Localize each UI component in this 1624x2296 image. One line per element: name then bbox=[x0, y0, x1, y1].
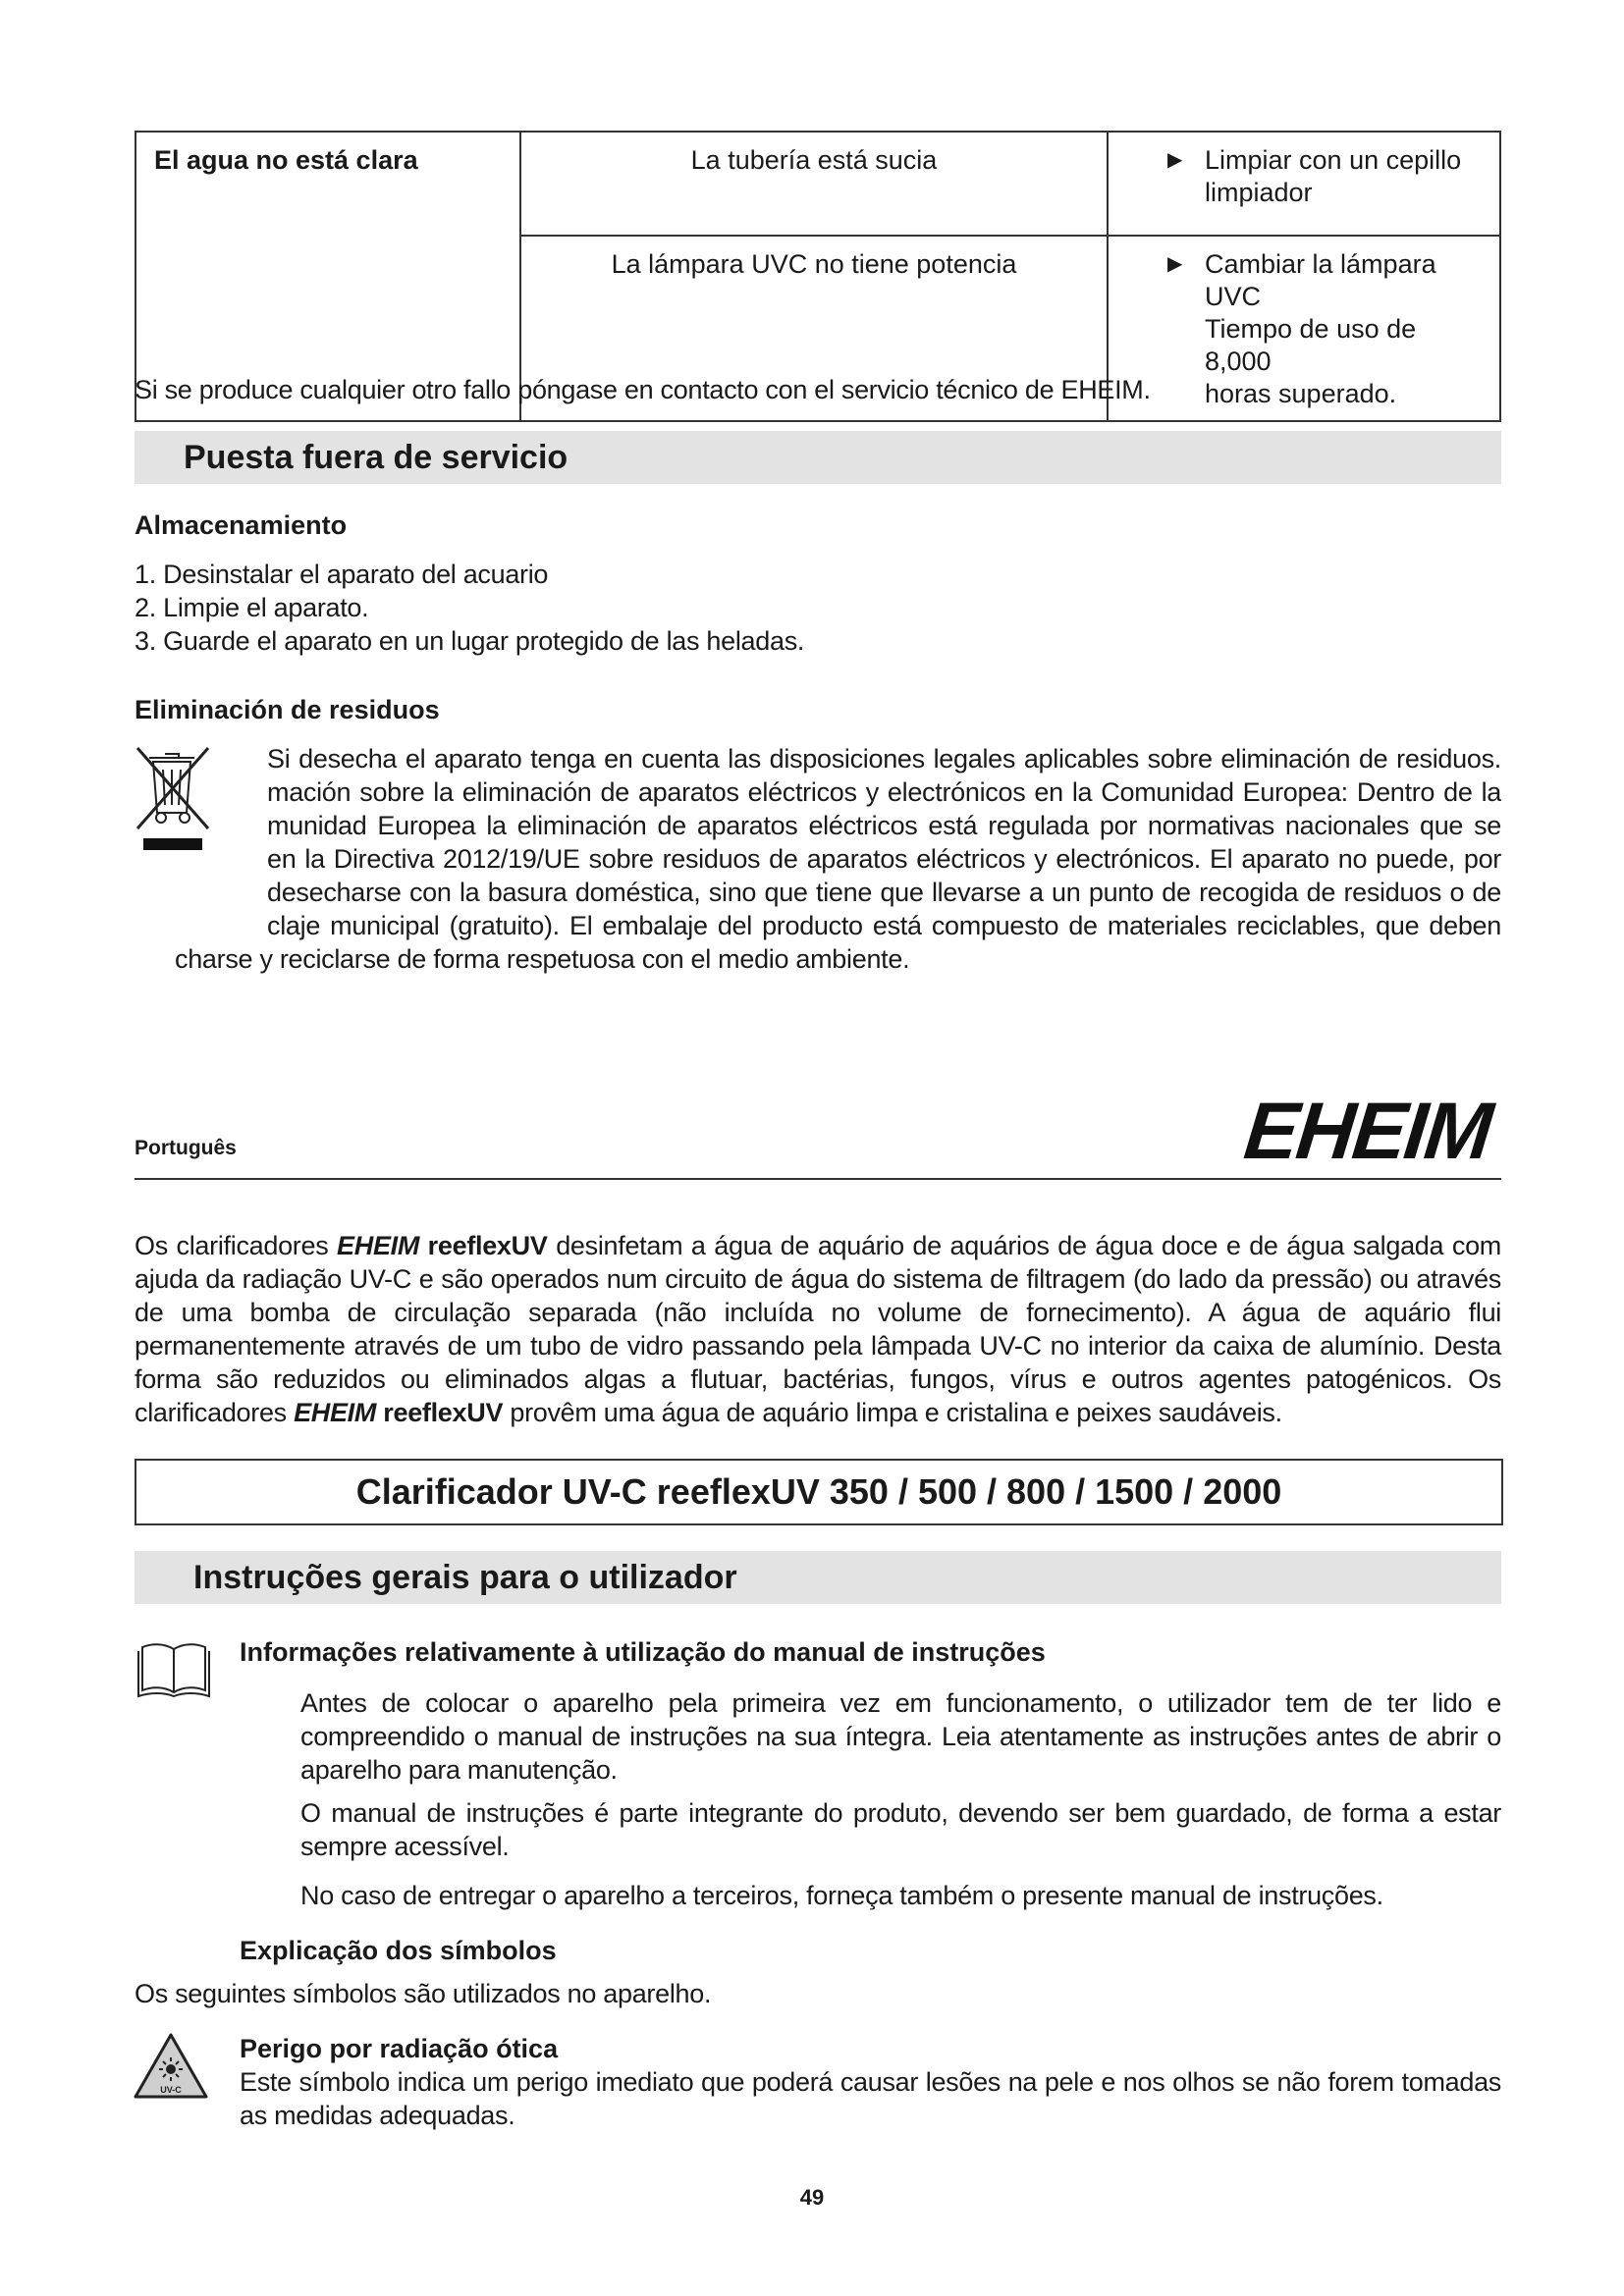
product-name: reeflexUV bbox=[419, 1231, 548, 1260]
cause-cell: La lámpara UVC no tiene potencia bbox=[520, 236, 1108, 421]
remedy-cell bbox=[1108, 236, 1500, 421]
intro-text: provêm uma água de aquário limpa e cristalina e peixes saudáveis. bbox=[503, 1398, 1282, 1427]
intro-paragraph bbox=[135, 1229, 1501, 1429]
intro-text: desinfetam a água de aquário de aquários de água doce e de água salgada com ajuda da radiação UV-C e são operados num circuito de água do sistema de filtragem (do lado da pressão) ou através de uma bomba de circulação separada (não incluída no volume de fornecimento). A água de aquário flui permanentemente através de um tubo de vidro passando pela lâmpada UV-C no interior da caixa de alumínio. Desta forma são reduzidos ou eliminados algas a flutuar, bactérias, fungos, vírus e outros agentes patogénicos. Os clarificadores bbox=[135, 1231, 1501, 1427]
symbols-text: Os seguintes símbolos são utilizados no aparelho. bbox=[135, 1979, 712, 2008]
manual-paragraph: Antes de colocar o aparelho pela primeira vez em funcionamento, o utilizador tem de ter lido e compreendido o manual de instruções na sua íntegra. Leia atentamente as instruções antes de abrir o aparelho para manutenção. bbox=[300, 1688, 1501, 1785]
storage-heading: Almacenamiento bbox=[135, 510, 348, 540]
list-item: 3. Guarde el aparato en un lugar protegido de las heladas. bbox=[135, 626, 805, 656]
list-item: 1. Desinstalar el aparato del acuario bbox=[135, 560, 549, 589]
disposal-paragraph bbox=[267, 742, 1501, 942]
text-line: Si desecha el aparato tenga en cuenta las disposiciones legales aplicables sobre eliminación de residuos. bbox=[267, 744, 1501, 774]
text-line: claje municipal (gratuito). El embalaje del producto está compuesto de materiales reciclables, que deben bbox=[267, 911, 1501, 940]
text-line: desecharse con la basura doméstica, sino que tiene que llevarse a un punto de recogida de residuos o de bbox=[267, 878, 1501, 907]
storage-steps bbox=[135, 558, 804, 658]
uv-radiation-warning-icon bbox=[133, 2032, 209, 2101]
uv-heading: Perigo por radiação ótica bbox=[240, 2034, 559, 2063]
text-line: charse y reciclarse de forma respetuosa con el medio ambiente. bbox=[175, 944, 910, 974]
service-note: Si se produce cualquier otro fallo póngase en contacto con el servicio técnico de EHEIM. bbox=[135, 375, 1151, 404]
divider bbox=[135, 1178, 1501, 1180]
section-title: Puesta fuera de servicio bbox=[184, 439, 568, 476]
uv-text: Este símbolo indica um perigo imediato que poderá causar lesões na pele e nos olhos se não forem tomadas as medidas adequadas. bbox=[240, 2067, 1501, 2130]
section-heading bbox=[135, 1551, 1501, 1604]
text-line: munidad Europea la eliminación de aparatos eléctricos está regulada por normativas nacionales que se bbox=[267, 811, 1501, 840]
eheim-logo: EHEIM bbox=[1240, 1087, 1495, 1176]
remedy-line: Cambiar la lámpara UVC bbox=[1205, 249, 1436, 311]
symbols-heading: Explicação dos símbolos bbox=[240, 1936, 557, 1965]
page-number: 49 bbox=[799, 2185, 825, 2210]
triangle-right-icon: ▶ bbox=[1167, 149, 1183, 171]
remedy-line: horas superado. bbox=[1205, 379, 1397, 408]
manual-paragraph: O manual de instruções é parte integrante do produto, devendo ser bem guardado, de forma a estar sempre acessível. bbox=[300, 1798, 1501, 1861]
product-title: Clarificador UV-C reeflexUV 350 / 500 / 800 / 1500 / 2000 bbox=[135, 1459, 1503, 1525]
brand-name: EHEIM bbox=[294, 1398, 377, 1427]
open-book-icon bbox=[135, 1639, 213, 1700]
problem-cell: El agua no está clara bbox=[135, 132, 520, 421]
remedy-line: limpiador bbox=[1205, 178, 1313, 207]
section-title: Instruções gerais para o utilizador bbox=[193, 1559, 737, 1596]
brand-name: EHEIM bbox=[337, 1231, 420, 1260]
table-row bbox=[135, 132, 1500, 236]
text-line: en la Directiva 2012/19/UE sobre residuos de aparatos eléctricos y electrónicos. El aparato no puede, por bbox=[267, 844, 1501, 874]
disposal-heading: Eliminación de residuos bbox=[135, 695, 440, 724]
remedy-cell bbox=[1108, 132, 1500, 236]
list-item: 2. Limpie el aparato. bbox=[135, 593, 369, 622]
language-label: Português bbox=[135, 1137, 237, 1159]
remedy-line: Limpiar con un cepillo bbox=[1205, 145, 1462, 175]
intro-text: Os clarificadores bbox=[135, 1231, 338, 1260]
section-heading bbox=[135, 431, 1501, 484]
uv-icon-label: UV-C bbox=[160, 2085, 182, 2095]
text-line: mación sobre la eliminación de aparatos eléctricos y electrónicos en la Comunidad Europea: Dentro de la bbox=[267, 777, 1501, 807]
product-name: reeflexUV bbox=[376, 1398, 504, 1427]
manual-heading: Informações relativamente à utilização do manual de instruções bbox=[240, 1637, 1046, 1667]
crossed-out-wheelie-bin-icon bbox=[132, 744, 214, 852]
cause-cell: La tubería está sucia bbox=[520, 132, 1108, 236]
triangle-right-icon: ▶ bbox=[1167, 253, 1183, 275]
manual-paragraph: No caso de entregar o aparelho a terceiros, forneça também o presente manual de instruções. bbox=[300, 1881, 1383, 1910]
remedy-line: Tiempo de uso de 8,000 bbox=[1205, 314, 1417, 376]
